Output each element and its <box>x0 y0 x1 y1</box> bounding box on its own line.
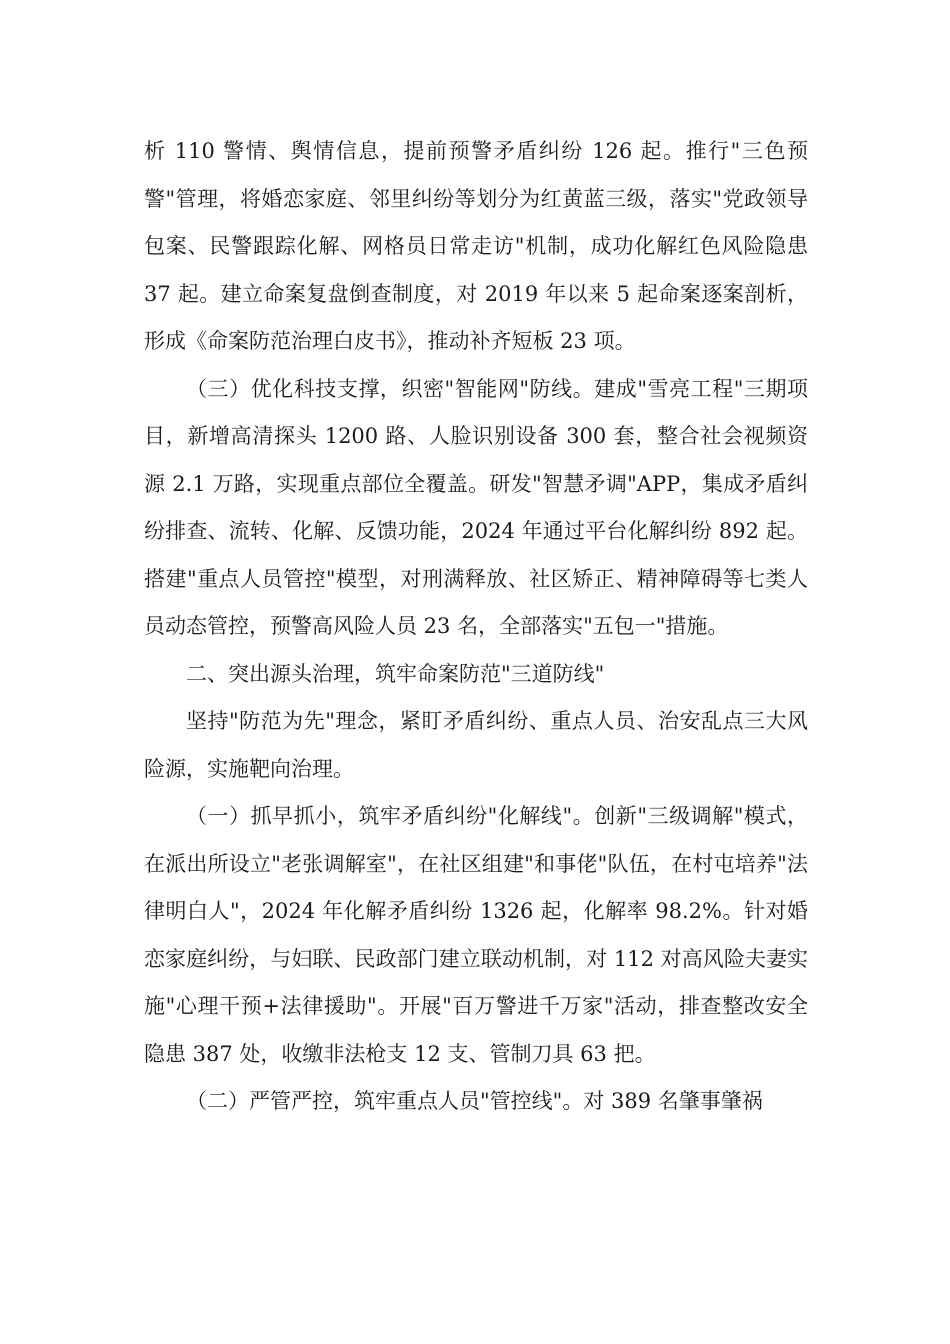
paragraph-section-intro: 坚持"防范为先"理念，紧盯矛盾纠纷、重点人员、治安乱点三大风险源，实施靶向治理。 <box>144 709 808 781</box>
paragraph-key-personnel: （二）严管严控，筑牢重点人员"管控线"。对 389 名肇事肇祸 <box>186 1089 763 1113</box>
paragraph-continuation: 析 110 警情、舆情信息，提前预警矛盾纠纷 126 起。推行"三色预警"管理，将婚恋家庭、邻里纠纷等划分为红黄蓝三级，落实"党政领导包案、民警跟踪化解、网格员日常走访"机制，成功化解红色风险隐患 37 起。建立命案复盘倒查制度，对 2019 年以来 5 起命案逐案剖析，形成《命案防范治理白皮书》，推动补齐短板 23 项。 <box>144 139 808 353</box>
section-heading: 二、突出源头治理，筑牢命案防范"三道防线" <box>186 661 605 686</box>
paragraph-tech-support: （三）优化科技支撑，织密"智能网"防线。建成"雪亮工程"三期项目，新增高清探头 1200 路、人脸识别设备 300 套，整合社会视频资源 2.1 万路，实现重点部位全覆盖。研发"智慧矛调"APP，集成矛盾纠纷排查、流转、化解、反馈功能，2024 年通过平台化解纠纷 892 起。搭建"重点人员管控"模型，对刑满释放、社区矫正、精神障碍等七类人员动态管控，预警高风险人员 23 名，全部落实"五包一"措施。 <box>144 376 808 638</box>
paragraph-dispute-resolution: （一）抓早抓小，筑牢矛盾纠纷"化解线"。创新"三级调解"模式，在派出所设立"老张调解室"，在社区组建"和事佬"队伍，在村屯培养"法律明白人"，2024 年化解矛盾纠纷 1326 起，化解率 98.2%。针对婚恋家庭纠纷，与妇联、民政部门建立联动机制，对 112 对高风险夫妻实施"心理干预+法律援助"。开展"百万警进千万家"活动，排查整改安全隐患 387 处，收缴非法枪支 12 支、管制刀具 63 把。 <box>144 804 808 1066</box>
document-page <box>144 128 808 1126</box>
